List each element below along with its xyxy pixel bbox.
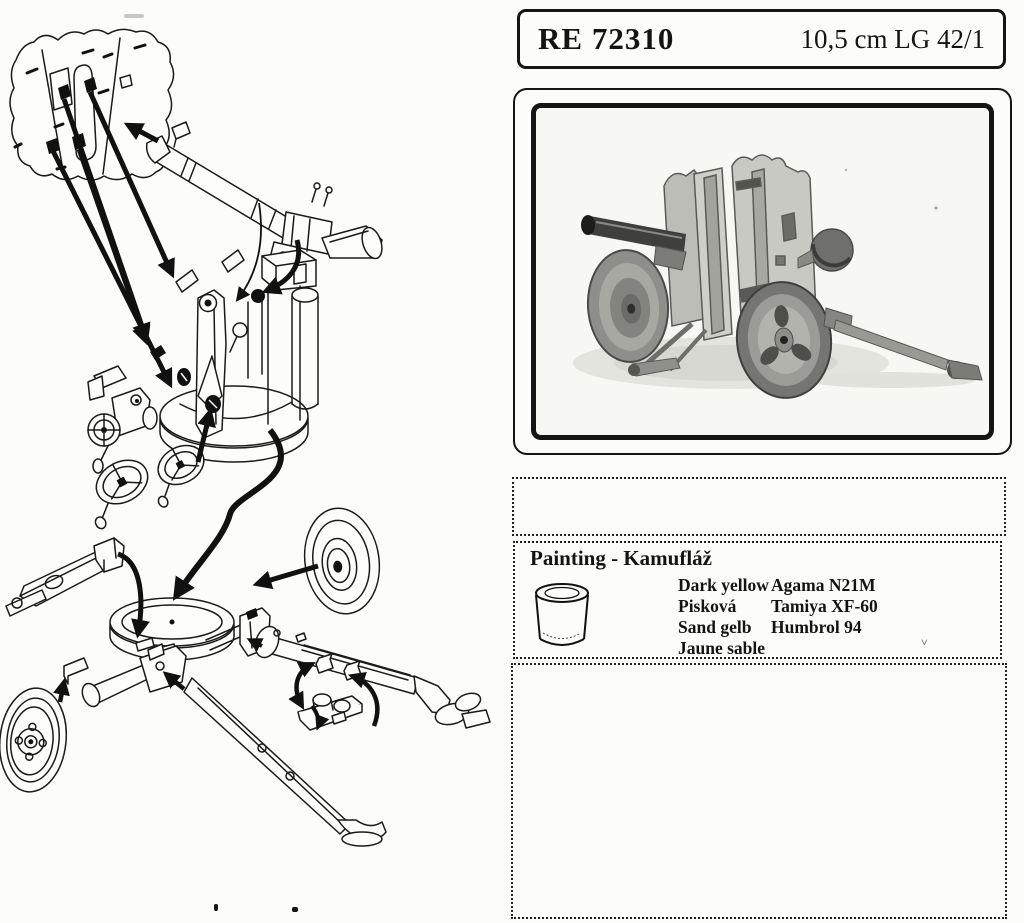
boxart-frame [531,103,994,440]
handwheel-left [75,452,161,531]
paint-row [678,575,878,596]
notes-box-bottom [511,663,1007,919]
carriage-assembly [0,503,490,846]
kit-subject: 10,5 cm LG 42/1 [800,23,985,54]
paint-color-name: Dark yellow [678,575,769,595]
gun-mount [150,250,318,462]
paint-row [678,596,878,617]
sight-mechanism [88,366,157,473]
painting-title: Painting - Kamufláž [530,546,712,570]
clamp-parts [298,694,362,730]
wheel-right [298,503,386,618]
paint-row [678,638,878,659]
trail-leg-right [251,623,490,728]
paint-color-name: Pisková [678,596,737,616]
notes-box-top [512,477,1006,536]
barrel-assembly [147,122,386,268]
paint-row [678,617,878,638]
paint-table [678,575,878,659]
boxart-panel [513,88,1012,455]
boxart-illustration [536,108,993,439]
paint-can-icon [531,581,593,651]
kit-number: RE 72310 [538,21,675,56]
stowage-box-part [6,538,124,616]
paint-code: Humbrol 94 [771,617,862,637]
scan-artifact [124,14,144,18]
painting-section [513,541,1002,659]
assembly-diagram [0,0,505,923]
paint-color-name: Jaune sable [678,638,766,658]
paint-code: Agama N21M [771,575,876,595]
paint-code: Tamiya XF-60 [771,596,878,616]
kit-header [517,9,1006,69]
paint-color-name: Sand gelb [678,617,752,637]
scan-artifact: ˅ [921,635,928,649]
scan-artifact [292,907,298,912]
scan-artifact [214,904,218,911]
